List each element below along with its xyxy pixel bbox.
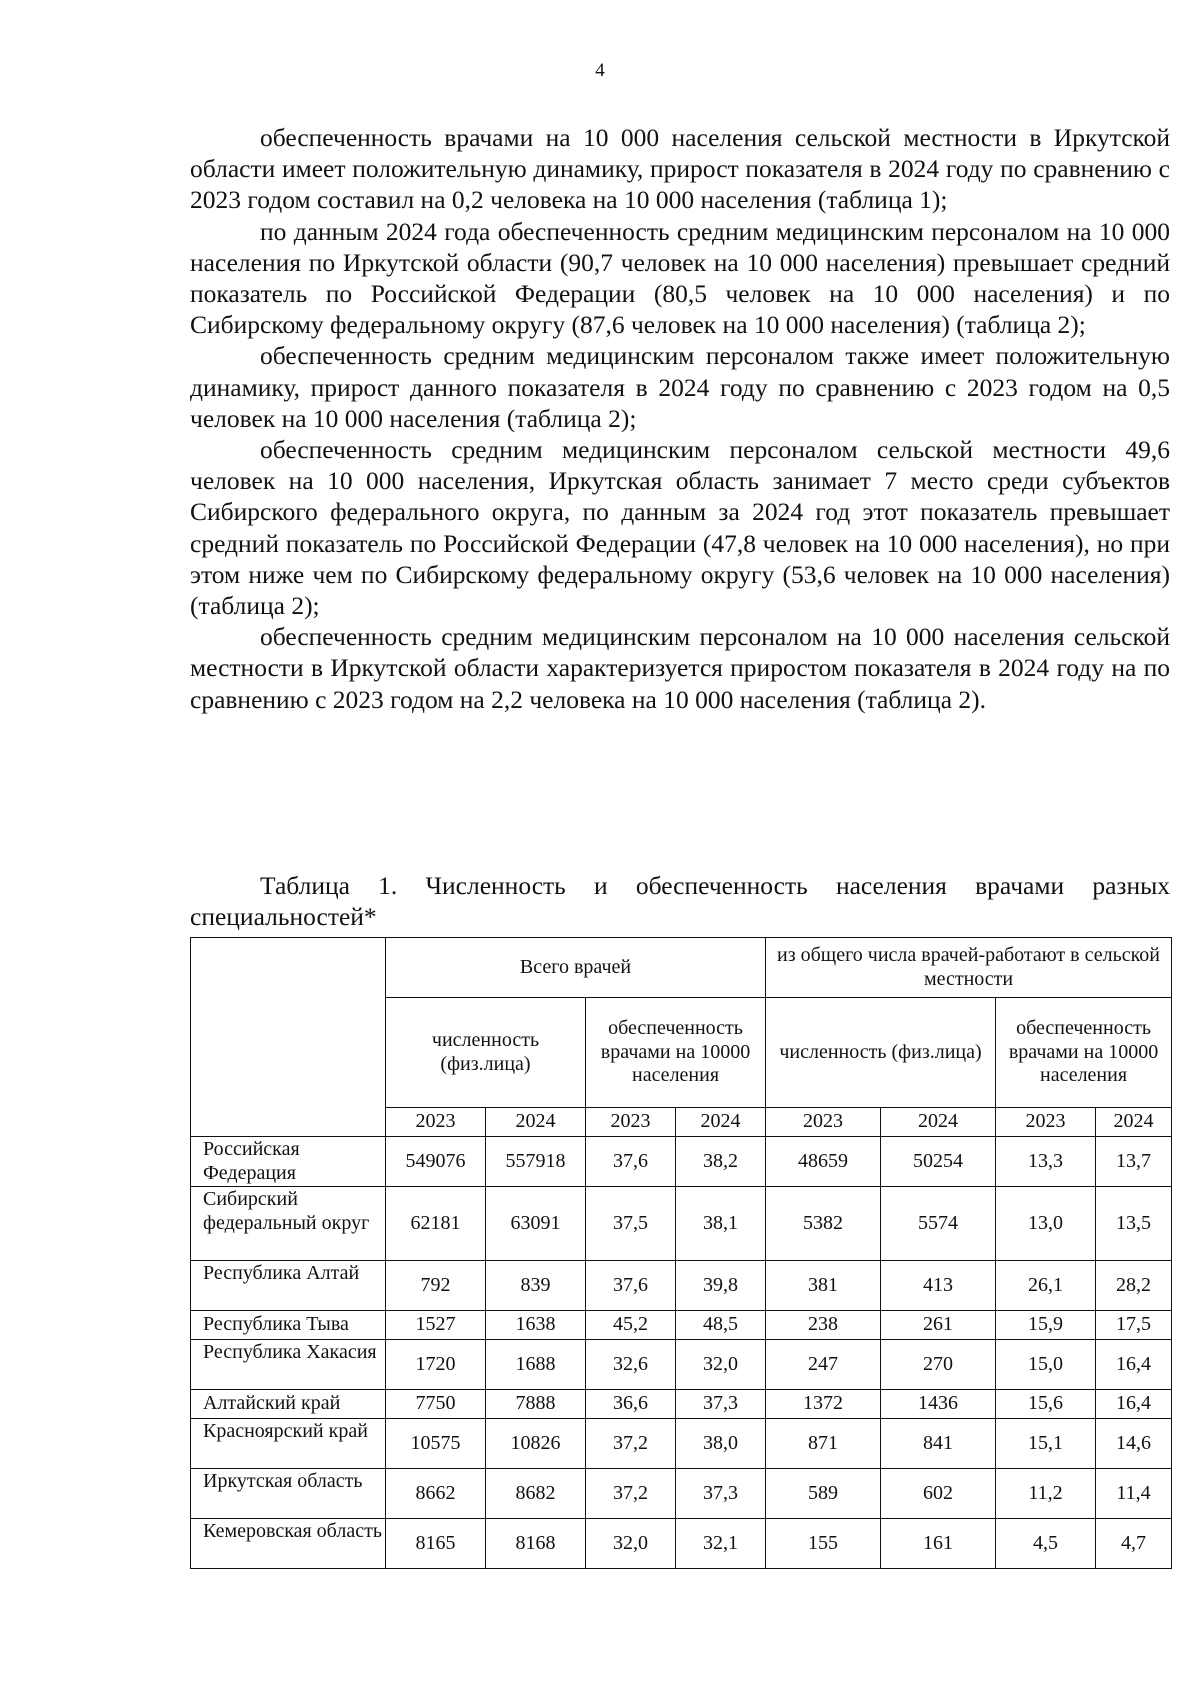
- table-row: [191, 1469, 1172, 1519]
- year-header-cell: 2024: [676, 1108, 766, 1137]
- year-header-cell: 2024: [1096, 1108, 1172, 1137]
- value-cell: 4,5: [996, 1519, 1096, 1569]
- group-header-rural-doctors: из общего числа врачей-работают в сельской местности: [766, 938, 1172, 998]
- table-row: [191, 1419, 1172, 1469]
- value-cell: 792: [386, 1261, 486, 1311]
- body-text: [190, 122, 1170, 715]
- value-cell: 48,5: [676, 1311, 766, 1340]
- table-caption: Таблица 1. Численность и обеспеченность населения врачами разных специальностей*: [190, 871, 1170, 932]
- value-cell: 37,6: [586, 1137, 676, 1187]
- value-cell: 1638: [486, 1311, 586, 1340]
- page-number: 4: [595, 60, 605, 81]
- value-cell: 5574: [881, 1187, 996, 1261]
- paragraph: обеспеченность средним медицинским персоналом также имеет положительную динамику, прирост данного показателя в 2024 году по сравнению с 2023 годом на 0,5 человек на 10 000 населения (таблица 2);: [190, 341, 1170, 433]
- year-header-cell: 2024: [881, 1108, 996, 1137]
- value-cell: 1688: [486, 1340, 586, 1390]
- paragraph: обеспеченность врачами на 10 000 населения сельской местности в Иркутской области имеет положительную динамику, прирост показателя в 2024 году по сравнению с 2023 годом составил на 0,2 человека на 10 000 населения (таблица 1);: [190, 123, 1170, 215]
- value-cell: 8682: [486, 1469, 586, 1519]
- value-cell: 37,2: [586, 1469, 676, 1519]
- value-cell: 14,6: [1096, 1419, 1172, 1469]
- value-cell: 13,0: [996, 1187, 1096, 1261]
- region-name-cell: Иркутская область: [191, 1469, 386, 1519]
- value-cell: 8165: [386, 1519, 486, 1569]
- year-header-cell: 2023: [386, 1108, 486, 1137]
- value-cell: 261: [881, 1311, 996, 1340]
- region-name-cell: Алтайский край: [191, 1390, 386, 1419]
- subheader-supply: обеспеченность врачами на 10000 населения: [586, 998, 766, 1108]
- value-cell: 15,0: [996, 1340, 1096, 1390]
- region-name-cell: Республика Тыва: [191, 1311, 386, 1340]
- value-cell: 38,2: [676, 1137, 766, 1187]
- value-cell: 39,8: [676, 1261, 766, 1311]
- region-header-cell: [191, 938, 386, 1137]
- value-cell: 1720: [386, 1340, 486, 1390]
- value-cell: 602: [881, 1469, 996, 1519]
- table-row: [191, 1311, 1172, 1340]
- year-header-cell: 2023: [586, 1108, 676, 1137]
- year-header-cell: 2023: [766, 1108, 881, 1137]
- value-cell: 4,7: [1096, 1519, 1172, 1569]
- value-cell: 10575: [386, 1419, 486, 1469]
- value-cell: 871: [766, 1419, 881, 1469]
- value-cell: 11,2: [996, 1469, 1096, 1519]
- value-cell: 11,4: [1096, 1469, 1172, 1519]
- value-cell: 589: [766, 1469, 881, 1519]
- value-cell: 50254: [881, 1137, 996, 1187]
- value-cell: 13,3: [996, 1137, 1096, 1187]
- value-cell: 381: [766, 1261, 881, 1311]
- value-cell: 16,4: [1096, 1390, 1172, 1419]
- value-cell: 32,6: [586, 1340, 676, 1390]
- value-cell: 15,6: [996, 1390, 1096, 1419]
- region-name-cell: Сибирский федеральный округ: [191, 1187, 386, 1261]
- region-name-cell: Республика Алтай: [191, 1261, 386, 1311]
- value-cell: 1527: [386, 1311, 486, 1340]
- region-name-cell: Кемеровская область: [191, 1519, 386, 1569]
- value-cell: 7888: [486, 1390, 586, 1419]
- value-cell: 13,5: [1096, 1187, 1172, 1261]
- region-name-cell: Красноярский край: [191, 1419, 386, 1469]
- year-header-cell: 2023: [996, 1108, 1096, 1137]
- value-cell: 37,2: [586, 1419, 676, 1469]
- value-cell: 45,2: [586, 1311, 676, 1340]
- value-cell: 32,0: [586, 1519, 676, 1569]
- subheader-count-rural: численность (физ.лица): [766, 998, 996, 1108]
- value-cell: 28,2: [1096, 1261, 1172, 1311]
- value-cell: 63091: [486, 1187, 586, 1261]
- subheader-supply-rural: обеспеченность врачами на 10000 населения: [996, 998, 1172, 1108]
- value-cell: 270: [881, 1340, 996, 1390]
- value-cell: 38,0: [676, 1419, 766, 1469]
- value-cell: 155: [766, 1519, 881, 1569]
- value-cell: 62181: [386, 1187, 486, 1261]
- value-cell: 37,6: [586, 1261, 676, 1311]
- region-name-cell: Республика Хакасия: [191, 1340, 386, 1390]
- data-table: [190, 937, 1172, 1569]
- value-cell: 26,1: [996, 1261, 1096, 1311]
- value-cell: 10826: [486, 1419, 586, 1469]
- value-cell: 839: [486, 1261, 586, 1311]
- value-cell: 549076: [386, 1137, 486, 1187]
- value-cell: 557918: [486, 1137, 586, 1187]
- value-cell: 413: [881, 1261, 996, 1311]
- value-cell: 38,1: [676, 1187, 766, 1261]
- value-cell: 161: [881, 1519, 996, 1569]
- value-cell: 16,4: [1096, 1340, 1172, 1390]
- subheader-count: численность (физ.лица): [386, 998, 586, 1108]
- value-cell: 15,9: [996, 1311, 1096, 1340]
- value-cell: 15,1: [996, 1419, 1096, 1469]
- value-cell: 17,5: [1096, 1311, 1172, 1340]
- value-cell: 37,3: [676, 1390, 766, 1419]
- value-cell: 48659: [766, 1137, 881, 1187]
- value-cell: 1436: [881, 1390, 996, 1419]
- value-cell: 247: [766, 1340, 881, 1390]
- value-cell: 8662: [386, 1469, 486, 1519]
- value-cell: 32,1: [676, 1519, 766, 1569]
- table-row: [191, 1137, 1172, 1187]
- value-cell: 32,0: [676, 1340, 766, 1390]
- value-cell: 13,7: [1096, 1137, 1172, 1187]
- table-row: [191, 1261, 1172, 1311]
- table-row: [191, 1390, 1172, 1419]
- value-cell: 8168: [486, 1519, 586, 1569]
- value-cell: 238: [766, 1311, 881, 1340]
- paragraph: обеспеченность средним медицинским персоналом сельской местности 49,6 человек на 10 000 населения, Иркутская область занимает 7 место среди субъектов Сибирского федерального округа, по данным за 2024 год этот показатель превышает средний показатель по Российской Федерации (47,8 человек на 10 000 населения), но при этом ниже чем по Сибирскому федеральному округу (53,6 человек на 10 000 населения) (таблица 2);: [190, 435, 1170, 621]
- table-row: [191, 1519, 1172, 1569]
- value-cell: 37,5: [586, 1187, 676, 1261]
- table-body: [191, 1137, 1172, 1569]
- table-row: [191, 1340, 1172, 1390]
- group-header-all-doctors: Всего врачей: [386, 938, 766, 998]
- value-cell: 1372: [766, 1390, 881, 1419]
- year-header-cell: 2024: [486, 1108, 586, 1137]
- value-cell: 5382: [766, 1187, 881, 1261]
- value-cell: 841: [881, 1419, 996, 1469]
- paragraph: по данным 2024 года обеспеченность средним медицинским персоналом на 10 000 населения по Иркутской области (90,7 человек на 10 000 населения) превышает средний показатель по Российской Федерации (80,5 человек на 10 000 населения) и по Сибирскому федеральному округу (87,6 человек на 10 000 населения) (таблица 2);: [190, 216, 1170, 340]
- value-cell: 7750: [386, 1390, 486, 1419]
- value-cell: 36,6: [586, 1390, 676, 1419]
- paragraph: обеспеченность средним медицинским персоналом на 10 000 населения сельской местности в Иркутской области характеризуется приростом показателя в 2024 году на по сравнению с 2023 годом на 2,2 человека на 10 000 населения (таблица 2).: [190, 622, 1170, 714]
- value-cell: 37,3: [676, 1469, 766, 1519]
- region-name-cell: Российская Федерация: [191, 1137, 386, 1187]
- table-row: [191, 1187, 1172, 1261]
